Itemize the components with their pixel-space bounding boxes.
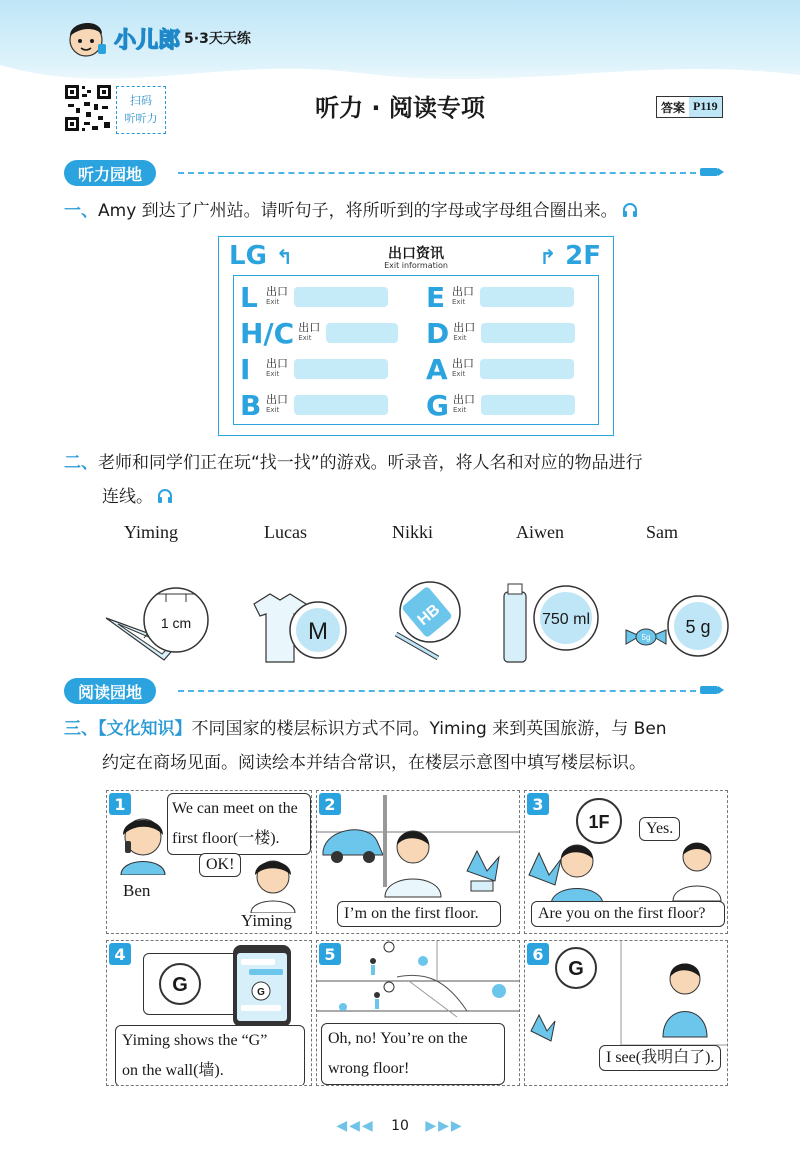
page-title: 听力 · 阅读专项 [315,94,485,122]
mascot-icon [62,14,110,62]
section-tab-reading [64,678,156,704]
section-tab-listening [64,160,156,186]
shirt-size-label: M [308,618,328,645]
name-sam[interactable]: Sam [646,522,679,542]
ben-figure [115,807,173,875]
question-1-number: 一、 [64,201,98,221]
answer-page: P119 [689,97,722,117]
exit-letter[interactable]: E [426,280,446,314]
exit-destination [294,359,388,379]
headphones-icon[interactable] [622,202,638,218]
scan-hint [116,86,166,134]
comic-panel-6 [524,940,728,1086]
board-title: 出口资讯 [388,246,444,262]
exit-row [240,318,398,348]
exit-destination [480,287,574,307]
exit-row [240,354,388,384]
question-2 [64,452,744,474]
footer-left-arrows: ◀◀◀ [336,1118,375,1134]
exit-letter[interactable]: G [426,388,449,422]
exit-row [240,390,388,420]
svg-text:1F: 1F [588,812,610,832]
page-number: 10 [391,1118,409,1134]
comic-panel-3 [524,790,728,934]
headphones-icon[interactable] [157,488,173,504]
exit-label: 出口 Exit [453,321,476,342]
level-2f: ↱ 2F [539,241,601,271]
section-tab-label: 听力园地 [78,164,143,184]
brand [62,14,251,62]
pencil-icon [700,167,724,177]
scan-line-2: 听听力 [124,112,158,125]
panel-number: 5 [319,943,341,965]
name-yiming[interactable]: Yiming [124,522,179,542]
panel-number: 1 [109,793,131,815]
speech-bubble-ok: OK! [199,853,241,877]
pencil-icon [700,685,724,695]
sign-g [155,959,205,1009]
question-1-text: Amy 到达了广州站。请听句子，将所听到的字母或字母组合圈出来。 [98,201,618,221]
speech-bubble: Are you on the first floor? [531,901,725,927]
speech-bubble-yes: Yes. [639,817,680,841]
question-2-line-2: 连线。 [102,487,153,507]
level-lg: LG ↰ [229,241,293,271]
question-1 [64,200,744,222]
pencil-grade-label: HB [414,601,444,630]
exit-destination [480,359,574,379]
panel-number: 4 [109,943,131,965]
exit-row [426,282,574,312]
question-3-cont [102,752,742,774]
panel-number: 3 [527,793,549,815]
exit-row [240,282,388,312]
candy-small-label: 5g [641,633,651,642]
exit-row [426,318,575,348]
panel-number: 6 [527,943,549,965]
panel-number: 2 [319,793,341,815]
exit-letter[interactable]: I [240,352,251,386]
ben-label: Ben [123,881,151,900]
question-3-number: 三、 [64,719,98,739]
yiming-figure [245,849,301,913]
svg-text:G: G [257,987,265,998]
section-tab-label: 阅读园地 [78,682,143,702]
brand-series: 5·3天天练 [184,31,251,47]
exit-label: 出口 Exit [452,393,475,414]
bottle-volume-label: 750 ml [541,611,591,628]
exit-label: 出口 Exit [266,393,288,414]
svg-text:G: G [172,974,188,996]
exit-row [426,390,575,420]
qr-code-icon[interactable] [64,84,112,132]
question-2-cont [102,486,173,508]
section-divider [178,690,696,692]
page-footer [0,1118,800,1134]
speech-bubble: We can meet on the first floor(一楼). [167,793,311,855]
question-3-line-2: 约定在商场见面。阅读绘本并结合常识，在楼层示意图中填写楼层标识。 [102,753,646,773]
comic-panel-1 [106,790,312,934]
scan-line-1: 扫码 [130,94,152,107]
section-divider [178,172,696,174]
exit-letter[interactable]: A [426,352,448,386]
speech-bubble: Oh, no! You’re on the wrong floor! [321,1023,505,1085]
comic-panel-2 [316,790,520,934]
phone-screen [231,943,293,1029]
exit-letter[interactable]: B [240,388,262,422]
name-nikki[interactable]: Nikki [392,522,434,542]
exit-label: 出口 Exit [298,321,321,342]
board-subtitle: Exit information [384,261,448,270]
exit-grid [233,275,599,425]
pencil-item[interactable] [382,578,492,668]
exit-label: 出口 Exit [266,357,288,378]
candy-weight-label: 5 g [685,617,711,637]
question-3-line-1: 不同国家的楼层标识方式不同。Yiming 来到英国旅游，与 Ben [191,719,667,739]
question-2-line-1: 老师和同学们正在玩“找一找”的游戏。听录音，将人名和对应的物品进行 [98,453,643,473]
shirt-item[interactable] [244,578,354,668]
yiming-label: Yiming [241,911,293,930]
candy-item[interactable] [622,578,732,668]
question-3-tag: 【文化知识】 [98,719,192,739]
exit-label: 出口 Exit [266,285,288,306]
exit-label: 出口 Exit [452,285,474,306]
exit-letter[interactable]: L [240,280,258,314]
panel-3-scene [525,835,728,905]
comic-panel-5 [316,940,520,1086]
exit-label: 出口 Exit [452,357,474,378]
comic-panel-4 [106,940,312,1086]
answer-reference[interactable] [656,96,723,118]
speech-bubble: I’m on the first floor. [337,901,501,927]
bottle-item[interactable] [500,578,610,668]
exit-information-board [218,236,614,436]
footer-right-arrows: ▶▶▶ [425,1118,464,1134]
exit-letter[interactable]: H/C [240,316,295,350]
question-3 [64,718,744,740]
svg-text:G: G [568,958,584,980]
ruler-label: 1 cm [160,615,192,631]
question-2-number: 二、 [64,453,98,473]
brand-name: 小儿郎 [114,27,181,53]
speech-bubble: I see(我明白了). [599,1045,721,1071]
speech-bubble: Yiming shows the “G” on the wall(墙). [115,1025,305,1086]
exit-row [426,354,574,384]
ruler-item[interactable] [104,578,214,668]
exit-destination [481,395,575,415]
exit-destination [294,395,388,415]
exit-letter[interactable]: D [426,316,450,350]
name-aiwen[interactable]: Aiwen [516,522,564,542]
exit-destination [294,287,388,307]
exit-destination [326,323,398,343]
name-lucas[interactable]: Lucas [264,522,307,542]
answer-label: 答案 [657,97,689,117]
exit-destination [481,323,575,343]
